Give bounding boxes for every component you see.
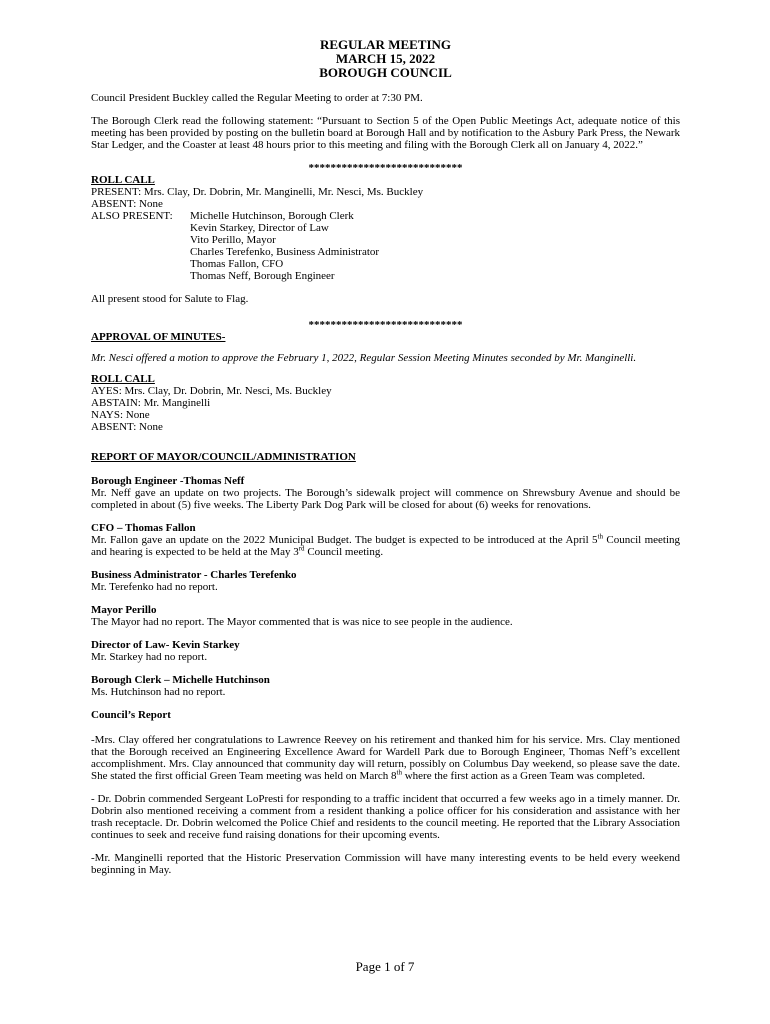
also-present-item: Charles Terefenko, Business Administrator <box>190 246 380 258</box>
law-text: Mr. Starkey had no report. <box>91 651 208 663</box>
title-line-date: MARCH 15, 2022 <box>335 51 436 66</box>
document-body <box>91 38 680 887</box>
document-title <box>91 38 680 80</box>
minutes-absent: ABSENT: None <box>91 421 163 433</box>
minutes-nays: NAYS: None <box>91 409 150 421</box>
manginelli-report: -Mr. Manginelli reported that the Historic Preservation Commission will have many interesting events to be held every weekend beginning in May. <box>91 852 680 876</box>
minutes-motion: Mr. Nesci offered a motion to approve the February 1, 2022, Regular Session Meeting Minutes seconded by Mr. Manginelli. <box>91 352 637 364</box>
opma-statement: The Borough Clerk read the following statement: “Pursuant to Section 5 of the Open Public Meetings Act, adequate notice of this meeting has been provided by posting on the bulletin board at Borough Hall and by notification to the Asbury Park Press, the Newark Star Ledger, and the Coaster at least 48 hours prior to this meeting and filing with the Borough Clerk all on January 4, 2022.” <box>91 115 680 151</box>
roll-call-section <box>91 174 680 282</box>
cfo-title: CFO – Thomas Fallon <box>91 522 196 534</box>
engineer-title: Borough Engineer -Thomas Neff <box>91 475 245 487</box>
also-present-list <box>190 210 379 282</box>
law-report <box>91 639 680 663</box>
engineer-report <box>91 475 680 511</box>
clay-text-part: -Mrs. Clay offered her congratulations to Lawrence Reevey on his retirement and thanked him for his service. Mrs. Clay mentioned that the Borough received an Engineering Excellence Award for Wardell Park due to Borough Engineer, Thomas Neff’s excellent accomplishment. Mrs. Clay announced that community day will return, possibly on Columbus Day weekend, so please save the date. She stated the first official Green Team meeting was held on March 8 <box>91 734 680 782</box>
ba-report <box>91 569 680 593</box>
clerk-title: Borough Clerk – Michelle Hutchinson <box>91 674 270 686</box>
cfo-text <box>91 534 680 558</box>
mayor-title: Mayor Perillo <box>91 604 157 616</box>
also-present-label: ALSO PRESENT: <box>91 210 173 222</box>
approval-minutes-heading: APPROVAL OF MINUTES- <box>91 331 226 343</box>
clerk-report <box>91 674 680 698</box>
clay-report <box>91 734 680 782</box>
dobrin-report: - Dr. Dobrin commended Sergeant LoPresti for responding to a traffic incident that occurred a few weeks ago in a timely manner. Dr. Dobrin also mentioned receiving a comment from a resident thanking a police officer for his consideration and assistance with her trash receptacle. Dr. Dobrin welcomed the Police Chief and residents to the council meeting. He reported that the Library Association continues to seek and receive fund raising donations for their upcoming events. <box>91 793 680 841</box>
call-to-order: Council President Buckley called the Regular Meeting to order at 7:30 PM. <box>91 92 423 104</box>
ba-title: Business Administrator - Charles Terefenko <box>91 569 297 581</box>
separator-2: **************************** <box>308 319 463 331</box>
also-present-item: Michelle Hutchinson, Borough Clerk <box>190 210 354 222</box>
cfo-text-part: Council meeting. <box>304 546 384 558</box>
minutes-abstain: ABSTAIN: Mr. Manginelli <box>91 397 211 409</box>
mayor-text: The Mayor had no report. The Mayor commented that is was nice to see people in the audience. <box>91 616 513 628</box>
cfo-text-part: Mr. Fallon gave an update on the 2022 Municipal Budget. The budget is expected to be introduced at the April 5 <box>91 534 598 546</box>
cfo-text-part: Council meeting and hearing is expected to be held at the May 3 <box>91 534 681 558</box>
ba-text: Mr. Terefenko had no report. <box>91 581 218 593</box>
cfo-superscript: th <box>597 532 603 541</box>
title-line-meeting: REGULAR MEETING <box>319 37 452 52</box>
roll-call-heading: ROLL CALL <box>91 174 155 186</box>
report-heading: REPORT OF MAYOR/COUNCIL/ADMINISTRATION <box>91 451 356 463</box>
mayor-report <box>91 604 680 628</box>
also-present-item: Vito Perillo, Mayor <box>190 234 276 246</box>
council-report-title: Council’s Report <box>91 709 171 721</box>
clerk-text: Ms. Hutchinson had no report. <box>91 686 226 698</box>
clay-text-part: where the first action as a Green Team was completed. <box>401 770 646 782</box>
minutes-ayes: AYES: Mrs. Clay, Dr. Dobrin, Mr. Nesci, Ms. Buckley <box>91 385 332 397</box>
also-present-item: Thomas Neff, Borough Engineer <box>190 270 335 282</box>
also-present-item: Kevin Starkey, Director of Law <box>190 222 329 234</box>
separator-1: **************************** <box>308 162 463 174</box>
law-title: Director of Law- Kevin Starkey <box>91 639 240 651</box>
cfo-report <box>91 522 680 558</box>
minutes-roll-call-heading: ROLL CALL <box>91 373 155 385</box>
engineer-text: Mr. Neff gave an update on two projects. The Borough’s sidewalk project will commence on Shrewsbury Avenue and should be completed in about (5) five weeks. The Liberty Park Dog Park will be closed for about (6) weeks for renovations. <box>91 487 680 511</box>
clay-superscript: th <box>396 768 402 777</box>
cfo-superscript: rd <box>298 544 305 553</box>
title-line-council: BOROUGH COUNCIL <box>319 65 452 80</box>
page-number: Page 1 of 7 <box>355 959 415 974</box>
salute-to-flag: All present stood for Salute to Flag. <box>91 293 249 305</box>
roll-call-absent: ABSENT: None <box>91 198 163 210</box>
minutes-roll-call <box>91 373 680 433</box>
roll-call-present: PRESENT: Mrs. Clay, Dr. Dobrin, Mr. Manginelli, Mr. Nesci, Ms. Buckley <box>91 186 424 198</box>
also-present <box>91 210 680 282</box>
also-present-item: Thomas Fallon, CFO <box>190 258 284 270</box>
